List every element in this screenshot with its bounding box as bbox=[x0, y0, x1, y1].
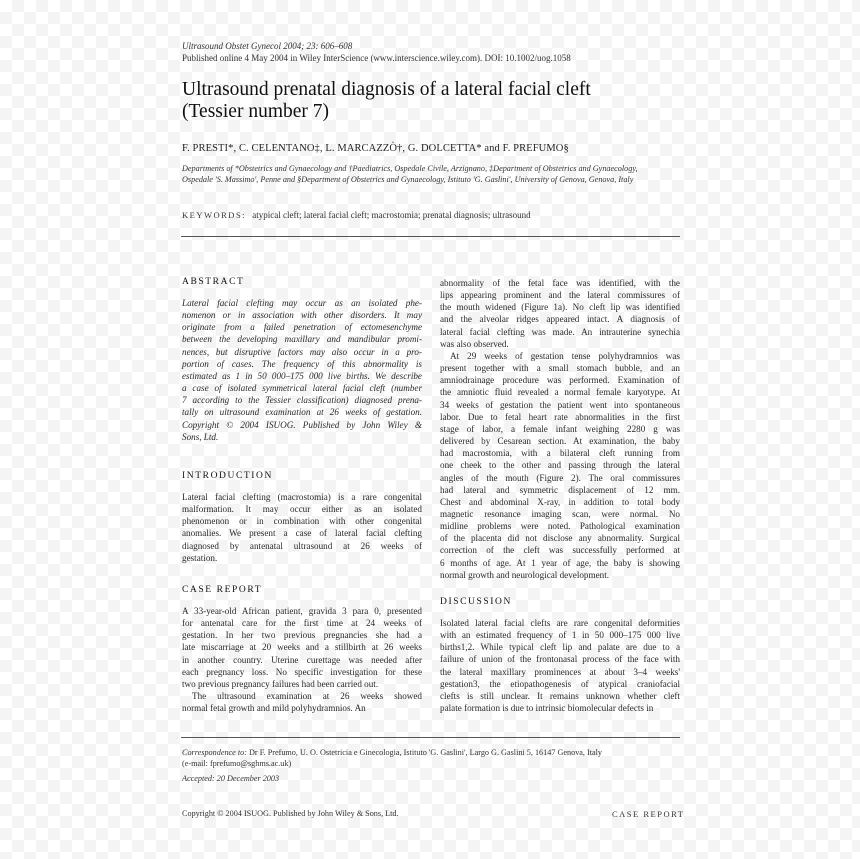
abstract-heading: ABSTRACT bbox=[182, 277, 245, 287]
accepted-date: Accepted: 20 December 2003 bbox=[182, 774, 280, 783]
text-line: phenomenon or in combination with other congenital bbox=[182, 516, 422, 527]
text-line: Isolated lateral facial clefts are rare congenital deformities bbox=[440, 618, 680, 628]
text-line: one cheek to the other and passing through the lateral bbox=[440, 460, 680, 471]
affiliation-line-1: Departments of *Obstetrics and Gynaecology and †Paediatrics, Ospedale Civile, Arzignano, ‡Department of Obstetrics and Gynaecology, bbox=[182, 164, 638, 173]
text-line: two previous pregnancy failures had been carried out. bbox=[182, 678, 379, 689]
text-line: births1,2. While typical cleft lip and palate are due to a bbox=[440, 642, 680, 653]
text-line: for antenatal care for the first time at 24 weeks of bbox=[182, 618, 422, 629]
keywords-label: KEYWORDS: bbox=[182, 210, 247, 220]
section-label: CASE REPORT bbox=[612, 809, 685, 819]
text-line: estimated as 1 in 50 000–175 000 live births. We describe bbox=[182, 370, 422, 381]
text-line: magnetic resonance imaging scan, were normal. No bbox=[440, 508, 680, 519]
copyright-footer: Copyright © 2004 ISUOG. Published by John Wiley & Sons, Ltd. bbox=[182, 809, 399, 818]
text-line: lateral facial clefting was made. An intrauterine synechia bbox=[440, 326, 680, 337]
text-line: the lateral maxillary prominences at about 3–4 weeks' bbox=[440, 666, 680, 677]
text-line: with an estimated frequency of 1 in 50 000–175 000 live bbox=[440, 630, 680, 641]
text-line: malformation. It may occur either as an isolated bbox=[182, 504, 422, 515]
footnotes bbox=[182, 747, 682, 784]
text-line: stage of labor, a female infant weighing 2280 g was bbox=[440, 423, 680, 434]
abstract-body bbox=[182, 297, 422, 443]
published-line: Published online 4 May 2004 in Wiley InterScience (www.interscience.wiley.com). DOI: 10.1002/uog.1058 bbox=[182, 53, 571, 63]
case-report-continued bbox=[440, 277, 680, 581]
text-line: present together with a small stomach bubble, and an bbox=[440, 363, 680, 374]
text-line: in another country. Uterine curettage was needed after bbox=[182, 654, 422, 665]
text-line: labor. Due to fetal heart rate abnormalities in the first bbox=[440, 411, 680, 422]
text-line: lips appearing prominent and the lateral commissures of bbox=[440, 290, 680, 301]
title-line-1: Ultrasound prenatal diagnosis of a lateral facial cleft bbox=[182, 79, 591, 100]
text-line: originate from a failed penetration of ectomesenchyme bbox=[182, 322, 422, 333]
text-line: between the developing maxillary and mandibular promi- bbox=[182, 334, 422, 345]
journal-line: Ultrasound Obstet Gynecol 2004; 23: 606–608 bbox=[182, 41, 353, 51]
discussion-heading: DISCUSSION bbox=[440, 597, 512, 607]
text-line: Chest and abdominal X-ray, in addition to total body bbox=[440, 496, 680, 507]
affiliations bbox=[182, 163, 682, 185]
text-line: failure of union of the frontonasal process of the face with bbox=[440, 654, 680, 665]
text-line: palate formation is due to intrinsic biomolecular defects in bbox=[440, 703, 654, 714]
text-line: 6 months of age. At 1 year of age, the baby is showing bbox=[440, 557, 680, 568]
text-line: nences, but disruptive factors may also occur in a pro- bbox=[182, 346, 422, 357]
header-divider bbox=[181, 236, 680, 237]
text-line: angles of the mouth (Figure 2). The oral commissures bbox=[440, 472, 680, 483]
text-line: and the alveolar ridges appeared intact. A diagnosis of bbox=[440, 314, 680, 325]
text-line: delivered by Cesarean section. At examination, the baby bbox=[440, 436, 680, 447]
text-line: diagnosed by antenatal ultrasound at 26 weeks of bbox=[182, 540, 422, 551]
text-line: nomenon or in association with other disorders. It may bbox=[182, 310, 422, 321]
text-line: 7 according to the Tessier classification) diagnosed prena- bbox=[182, 395, 422, 406]
keywords-list: atypical cleft; lateral facial cleft; macrostomia; prenatal diagnosis; ultrasound bbox=[252, 210, 531, 220]
text-line: correction of the cleft was successfully performed at bbox=[440, 545, 680, 556]
text-line: a case of isolated symmetrical lateral facial cleft (number bbox=[182, 383, 422, 394]
text-line: gestation. In her two previous pregnancies she had a bbox=[182, 630, 422, 641]
affiliation-line-2: Ospedale 'S. Massimo', Penne and §Department of Obstetrics and Gynaecology, Istituto 'G. Gaslini', University of Genova, Genova, Italy bbox=[182, 175, 634, 184]
text-line: had lateral and symmetric displacement of 12 mm. bbox=[440, 484, 680, 495]
text-line: Sons, Ltd. bbox=[182, 431, 219, 442]
text-line: 34 weeks of gestation the patient went into spontaneous bbox=[440, 399, 680, 410]
introduction-body bbox=[182, 491, 422, 564]
text-line: midline problems were noted. Pathological examination bbox=[440, 521, 680, 532]
text-line: Lateral facial clefting may occur as an isolated phe- bbox=[182, 298, 422, 308]
text-line: normal growth and neurological development. bbox=[440, 569, 610, 580]
discussion-body bbox=[440, 617, 680, 714]
text-line: abnormality of the fetal face was identified, with the bbox=[440, 278, 680, 288]
text-line: the amniotic fluid revealed a normal female karyotype. At bbox=[440, 387, 680, 398]
correspondence-label: Correspondence to: bbox=[182, 748, 247, 757]
article-title bbox=[182, 79, 682, 123]
text-line: gestation3, the etiopathogenesis of atypical craniofacial bbox=[440, 678, 680, 689]
keywords bbox=[182, 210, 531, 220]
case-report-heading: CASE REPORT bbox=[182, 585, 263, 595]
text-line: gestation. bbox=[182, 552, 218, 563]
text-line: of the placenta did not disclose any abnormality. Surgical bbox=[440, 533, 680, 544]
text-line: The ultrasound examination at 26 weeks showed bbox=[192, 691, 422, 702]
text-line: anomalies. We present a case of lateral facial clefting bbox=[182, 528, 422, 539]
text-line: At 29 weeks of gestation tense polyhydramnios was bbox=[450, 350, 680, 361]
text-line: the mouth widened (Figure 1a). No cleft lip was identified bbox=[440, 302, 680, 313]
footnote-divider bbox=[181, 737, 680, 738]
introduction-heading: INTRODUCTION bbox=[182, 471, 273, 481]
correspondence-text: Dr F. Prefumo, U. O. Ostetricia e Ginecologia, Istituto 'G. Gaslini', Largo G. Gaslini 5, 16147 Genova, Italy bbox=[249, 748, 603, 757]
authors: F. PRESTI*, C. CELENTANO‡, L. MARCAZZÒ†, G. DOLCETTA* and F. PREFUMO§ bbox=[182, 143, 569, 154]
text-line: had macrostomia, with a bilateral cleft running from bbox=[440, 448, 680, 459]
journal-citation bbox=[182, 40, 571, 64]
text-line: A 33-year-old African patient, gravida 3 para 0, presented bbox=[182, 606, 422, 616]
text-line: Lateral facial clefting (macrostomia) is a rare congenital bbox=[182, 492, 422, 502]
case-report-body bbox=[182, 605, 422, 714]
text-line: was also observed. bbox=[440, 338, 509, 349]
text-line: amniodrainage procedure was performed. Examination of bbox=[440, 375, 680, 386]
text-line: late miscarriage at 20 weeks and a stillbirth at 26 weeks bbox=[182, 642, 422, 653]
email: (e-mail: fprefumo@sghms.ac.uk) bbox=[182, 759, 292, 768]
title-line-2: (Tessier number 7) bbox=[182, 101, 330, 122]
text-line: normal fetal growth and mild polyhydramnios. An bbox=[182, 703, 366, 714]
text-line: clefts is still unclear. It remains unknown whether cleft bbox=[440, 690, 680, 701]
text-line: tally on ultrasound examination at 26 weeks of gestation. bbox=[182, 407, 422, 418]
correspondence bbox=[182, 747, 682, 758]
text-line: portion of cases. The frequency of this abnormality is bbox=[182, 358, 422, 369]
text-line: Copyright © 2004 ISUOG. Published by John Wiley & bbox=[182, 419, 422, 430]
text-line: each pregnancy loss. No specific investigation for these bbox=[182, 666, 422, 677]
